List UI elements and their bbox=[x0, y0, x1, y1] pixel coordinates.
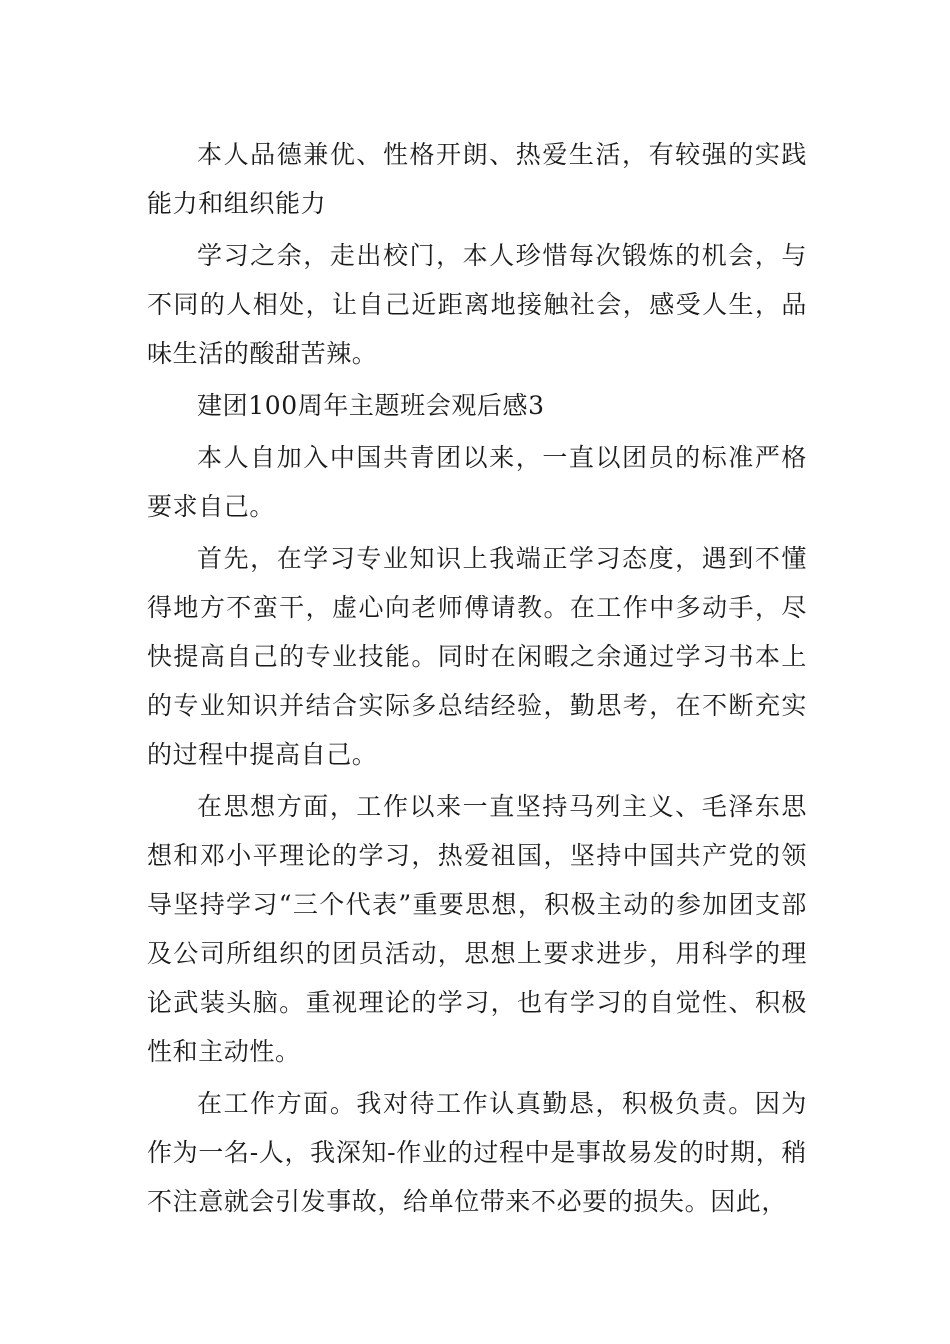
paragraph-work: 在工作方面。我对待工作认真勤恳，积极负责。因为作为一名-人，我深知-作业的过程中是事故易发的时期，稍不注意就会引发事故，给单位带来不必要的损失。因此， bbox=[147, 1089, 807, 1216]
paragraph-study: 首先，在学习专业知识上我端正学习态度，遇到不懂得地方不蛮干，虚心向老师傅请教。在工作中多动手，尽快提高自己的专业技能。同时在闲暇之余通过学习书本上的专业知识并结合实际多总结经验，勤思考，在不断充实的过程中提高自己。 bbox=[147, 544, 807, 769]
paragraph-character: 本人品德兼优、性格开朗、热爱生活，有较强的实践能力和组织能力 bbox=[147, 140, 807, 218]
paragraph-league-member: 本人自加入中国共青团以来，一直以团员的标准严格要求自己。 bbox=[147, 443, 807, 521]
document-body bbox=[147, 130, 807, 1226]
paragraph-social-practice: 学习之余，走出校门，本人珍惜每次锻炼的机会，与不同的人相处，让自己近距离地接触社会，感受人生，品味生活的酸甜苦辣。 bbox=[147, 241, 807, 368]
section-heading: 建团100周年主题班会观后感3 bbox=[197, 391, 545, 420]
paragraph-thought: 在思想方面，工作以来一直坚持马列主义、毛泽东思想和邓小平理论的学习，热爱祖国，坚持中国共产党的领导坚持学习“三个代表”重要思想，积极主动的参加团支部及公司所组织的团员活动，思想上要求进步，用科学的理论武装头脑。重视理论的学习，也有学习的自觉性、积极性和主动性。 bbox=[147, 792, 807, 1066]
